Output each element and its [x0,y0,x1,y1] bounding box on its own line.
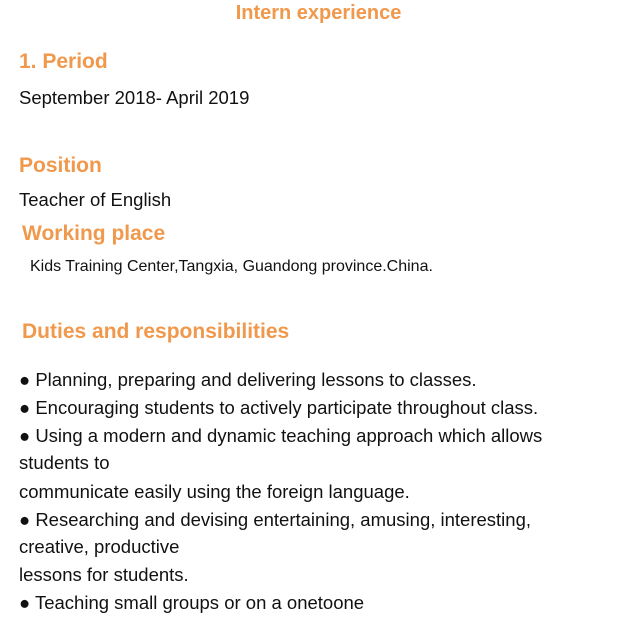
duty-line: ● Planning, preparing and delivering lessons to classes. [19,369,477,390]
period-value: September 2018- April 2019 [19,87,250,108]
duties-heading: Duties and responsibilities [22,320,290,343]
duty-line: ● Encouraging students to actively participate throughout class. [19,397,539,418]
working-place-heading: Working place [22,222,166,245]
working-place-value: Kids Training Center,Tangxia, Guandong province.China. [30,258,433,275]
document-title: Intern experience [235,2,402,24]
duty-line: ● Using a modern and dynamic teaching approach which allows [19,425,543,446]
period-heading: 1. Period [19,50,108,73]
duty-line: communicate easily using the foreign language. [19,481,410,502]
duty-line: creative, productive [19,536,180,557]
position-heading: Position [19,154,102,177]
duty-line: lessons for students. [19,564,189,585]
duty-line: ● Researching and devising entertaining, amusing, interesting, [19,509,532,530]
duty-line: students to [19,452,110,473]
position-value: Teacher of English [19,189,172,210]
duty-line: ● Teaching small groups or on a onetoone [19,592,365,613]
